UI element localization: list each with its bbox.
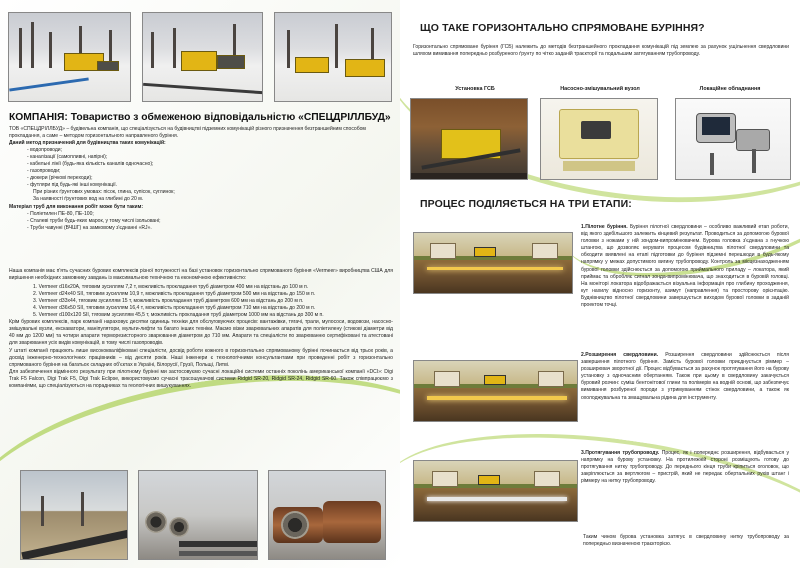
fleet-item: 2. Vermeer d24x40 SII, тяговим зусиллям 10,9 т, можливість прокладання труб діаметром 500 мм на відстань до 150 м п.: [33, 291, 316, 298]
comm-item: - дюкери (річкові переходи);: [27, 175, 93, 182]
hdd-definition-heading: ЩО ТАКЕ ГОРИЗОНТАЛЬНО СПРЯМОВАНЕ БУРІННЯ?: [420, 22, 705, 34]
stage-2-title: 2.Розширення свердловини.: [581, 352, 659, 358]
stages-heading: ПРОЦЕС ПОДІЛЯЄТЬСЯ НА ТРИ ЕТАПИ:: [420, 198, 632, 210]
stage-1-title: 1.Пілотне буріння.: [581, 224, 628, 230]
pipeline-photo-2: [138, 470, 258, 560]
fleet-item: 3. Vermeer d33x44, тяговим зусиллям 15 т, можливість прокладання труб діаметром 600 мм на відстань до 200 м п.: [33, 298, 304, 305]
software-paragraph: Для забезпечення відмінного результату при пілотному бурінні ми застосовуємо сучасні локаційні системи останніх поколінь американської компанії «DCI»: Digi Trak F5 Falcon, Digi Trak F5, Digi Trak Eclipse, використовуємо сучасні трасошукачові системи Ridgid SR-20, Ridgid SR-24, Ridgid SR-60. Також співпрацюємо з компаніями, що спеціалізуються на порадниках та геологічних вишукуваннях.: [9, 368, 393, 389]
material-item: - Сталеві труби будь-яких марок, у тому числі ізольовані;: [27, 217, 161, 224]
caption-mixing-unit: Насосно-змішувальний вузол: [560, 86, 640, 92]
locating-equipment-photo: [675, 98, 791, 180]
caption-locating-equipment: Локаційне обладнання: [699, 86, 761, 92]
fleet-item: 1. Vermeer d16x20A, тяговим зусиллям 7,2 т, можливість прокладання труб діаметром 400 мм на відстань до 100 м п.: [33, 284, 309, 291]
staff-paragraph: У штаті компанії працюють лише висококваліфіковані спеціалісти, досвід роботи кожного в горизонтально спрямованому бурінні починається від трьох років, а досвід інженерно-технологічних працівників – від десяти років. Наші інженери є технологічними консультантами при проведенні робіт з горизонтально спрямованого буріння на багатьох складних об'єктах в Україні, Білорусії, Грузії, Польщі, Литві.: [9, 347, 393, 368]
hdd-rig-photo: [410, 98, 528, 180]
mixing-unit-photo: [540, 98, 658, 180]
material-item: - Поліетилен ПЕ-80, ПЕ-100;: [27, 210, 94, 217]
site-photo-2: [142, 12, 263, 102]
comm-item: - водопроводи;: [27, 147, 62, 154]
stage-2-text: [413, 352, 789, 436]
fleet-item: 5. Vermeer d100x120 SII, тяговим зусиллям 45,5 т, можливість прокладання труб діаметром 1000 мм на відстань до 300 м п.: [33, 312, 324, 319]
groundwater-note: За наявності ґрунтових вод на глибині до 20 м.: [33, 196, 144, 203]
stage-3-text: [413, 450, 789, 548]
site-photo-1: [8, 12, 131, 102]
site-photo-3: [274, 12, 392, 102]
fleet-description: [9, 268, 393, 390]
stage-3-title: 3.Протягування трубопроводу.: [581, 450, 660, 456]
company-heading: КОМПАНІЯ: Товариство з обмеженою відповідальністю «СПЕЦДРІЛЛБУД»: [9, 112, 391, 123]
comm-item: - каналізації (самопливні, напірні);: [27, 154, 108, 161]
pipeline-photo-3: [268, 470, 386, 560]
soil-conditions: При різних ґрунтових умовах: пісок, глина, супісок, суглинок;: [33, 189, 175, 196]
equipment-paragraph: Крім бурових комплексів, парк компанії нараховує десятки одиниць техніки для обслуговуючих процесів: вантажівки, тягачі, трали, мулососи, водовози, насосно-змішувальні вузли, екскаватори, маніпулятори, мульти-лифти та багато інших техніки. Маємо візки зварювальних апаратів для поліетилену (стикові діаметри від 40 мм до 1200 мм) та чотири апарати терморезисторного зварювання діаметром до 710 мм. Апарати та спеціалісти по зварюванню сертифіковані та атестовані для зварювання усіх видів комунікацій, в тому числі газопроводів.: [9, 319, 393, 347]
comm-item: - кабельні лінії (будь-яка кількість каналів одночасно);: [27, 161, 154, 168]
comm-item: - футляри під будь-які інші комунікації.: [27, 182, 118, 189]
stage-3-conclusion: Таким чином бурова установка затягує в свердловину нитку трубопроводу за попередньо визначеною траєкторією.: [583, 534, 789, 548]
intro-paragraph: ТОВ «СПЕЦДРІЛЛБУД» – будівельна компанія, що спеціалізується на будівництві підземних комунікацій різного призначення безтраншейним способом прокладання, а саме – методом горизонтального направленого буріння.: [9, 126, 366, 140]
fleet-item: 4. Vermeer d36x50 SII, тяговим зусиллям 16,4 т, можливість прокладання труб діаметром 710 мм на відстань до 200 м п.: [33, 305, 316, 312]
material-item: - Труби чавунні (ВЧШГ) на замковому з'єднанні «RJ».: [27, 224, 152, 231]
materials-title: Матеріал труб для виконання робіт може бути таким:: [9, 203, 144, 210]
stage-1-body: Буріння пілотної свердловини – особливо важливий етап роботи, від якого здебільшого залежить кінцевий результат. Проводиться за допомогою бурової головки з ножами у ній зондом-випромінювачем. Бурова головка з'єднана з гнучкою штангою, що дозволяє керувати процесом будівництва пілотної свердловини та обходити виявлені на етапі підготовки до буріння підземні перешкоди в будь-якому напрямку у межах допустимого вигину трубопроводу. Контроль за місцезнаходженням бурової головки здійснюється за допомогою приймального приладу – локатора, який приймає та обробляє сигнал зонда-випромінювача, що знаходиться в буровій головці. На моніторі локатора відображається візуальна інформація про глибину проходження, кут нахилу відносно горизонту, азимут (направлення) та просторову орієнтацію. Буднівництво пілотної свердловини завершується виходом бурової головки в заданій проектом точці.: [581, 224, 789, 309]
hdd-definition-text: Горизонтально спрямоване буріння (ГСБ) належить до методів безтраншейного прокладання комунікацій під землею за рахунок ущільнення свердловини шляхом вимивання попередньо розбуреного ґрунту по чітко заданій траєкторії та подальшим затягуванням трубопроводу.: [413, 44, 789, 58]
comm-item: - газопроводи;: [27, 168, 61, 175]
pipeline-photo-1: [20, 470, 128, 560]
fleet-intro: Наша компанія має п'ять сучасних бурових комплексів різної потужності на базі установок горизонтально спрямованого буріння «Vermeer» виробництва США для вирішення необхідних замовнику завдань із максимальною технічною та економічною ефективністю:: [9, 268, 393, 282]
stage-2-body: Розширення свердловини здійснюється після завершення пілотного буріння. Замість бурової головки приєднується ріммер – розширювач зворотної дії. Процес відбувається за рахунок протягування його на бурову установку з одночасним обертанням. Також при цьому в свердловину закачується буровий розчин: суміш бентонітової глини та полімерів на водній основі, що забезпечує вимивання розбуреної породи з утримуванням стінок свердловини, а також як охолоджувальна та змащувальна рідина для інструменту.: [581, 352, 789, 401]
method-title: Даний метод призначений для будівництва таких комунікацій:: [9, 140, 166, 147]
stage-3-body: Процес, як і попереднє розширення, відбувається у напрямку на бурову установку. На протилежній стороні розміщують готову до протягування нитку трубопроводу. До переднього кінця труби кріпиться оголовок, що закріплюється за вертлюгом – пристрій, який не передає обертальних рухів штанг і ріммеру на нитку трубопроводу.: [581, 450, 790, 485]
stage-1-text: [413, 224, 789, 309]
company-description: [9, 126, 393, 232]
caption-hdd-rig: Установка ГСБ: [455, 86, 495, 92]
